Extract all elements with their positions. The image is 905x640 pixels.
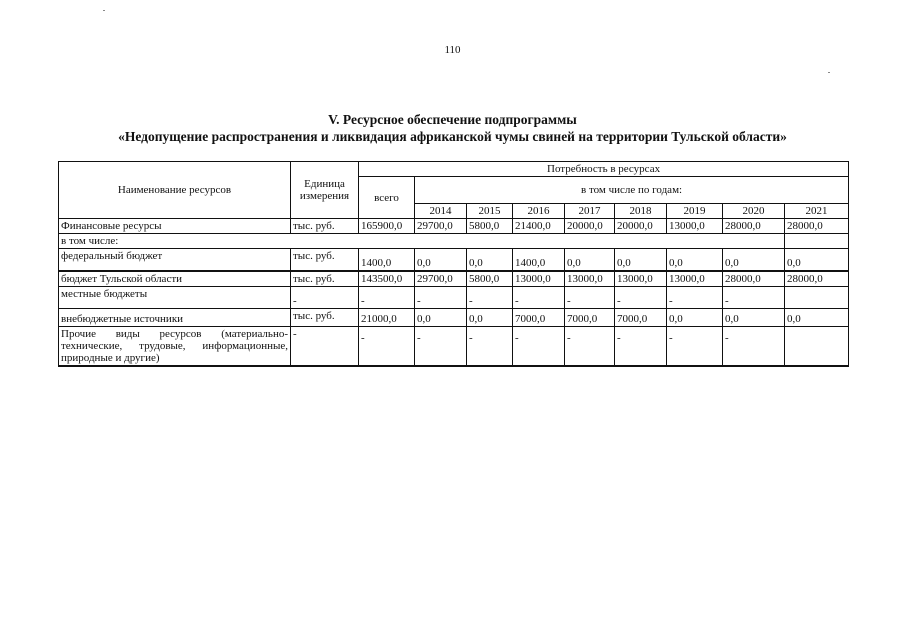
row-year-value: 7000,0 — [565, 308, 615, 326]
row-year-value: 5800,0 — [467, 271, 513, 287]
header-year: 2017 — [565, 204, 615, 219]
row-year-value: 0,0 — [467, 249, 513, 271]
row-year-value: - — [667, 286, 723, 308]
row-year-value: - — [415, 326, 467, 366]
row-year-value: 20000,0 — [565, 219, 615, 234]
table-row — [59, 249, 849, 271]
header-year: 2021 — [785, 204, 849, 219]
row-year-value: - — [565, 326, 615, 366]
row-year-value: - — [467, 326, 513, 366]
header-total: всего — [359, 177, 415, 219]
section-title: V. Ресурсное обеспечение подпрограммы — [328, 112, 577, 127]
row-year-value: - — [513, 326, 565, 366]
row-year-value: 13000,0 — [615, 271, 667, 287]
row-name: Прочие виды ресурсов (материально-технические, трудовые, информационные, природные и другие) — [59, 326, 291, 366]
row-year-value: 1400,0 — [513, 249, 565, 271]
table-header-row — [59, 162, 849, 177]
row-year-value: 0,0 — [667, 308, 723, 326]
row-year-value: - — [467, 286, 513, 308]
table-row — [59, 234, 849, 249]
row-year-value: 0,0 — [667, 249, 723, 271]
row-year-value — [785, 326, 849, 366]
table-row — [59, 219, 849, 234]
row-year-value: 28000,0 — [785, 219, 849, 234]
page-number: 110 — [444, 44, 461, 56]
row-year-value: 29700,0 — [415, 271, 467, 287]
row-year-value: - — [667, 326, 723, 366]
row-year-value — [785, 286, 849, 308]
table-row — [59, 271, 849, 287]
row-year-value: 13000,0 — [565, 271, 615, 287]
header-year: 2015 — [467, 204, 513, 219]
scan-speck — [828, 72, 830, 73]
row-year-value: - — [565, 286, 615, 308]
row-empty-cell — [785, 234, 849, 249]
row-unit: - — [291, 326, 359, 366]
scan-speck — [103, 10, 105, 11]
row-total: - — [359, 326, 415, 366]
row-unit: тыс. руб. — [291, 219, 359, 234]
row-unit: тыс. руб. — [291, 249, 359, 271]
header-year: 2020 — [723, 204, 785, 219]
row-total: - — [359, 286, 415, 308]
row-unit: тыс. руб. — [291, 308, 359, 326]
row-year-value: 7000,0 — [615, 308, 667, 326]
resources-table — [58, 161, 849, 367]
row-year-value: - — [723, 286, 785, 308]
row-year-value: 5800,0 — [467, 219, 513, 234]
row-total: 21000,0 — [359, 308, 415, 326]
row-year-value: 0,0 — [565, 249, 615, 271]
row-total: 165900,0 — [359, 219, 415, 234]
row-year-value: - — [615, 286, 667, 308]
table-row — [59, 326, 849, 366]
row-year-value: - — [415, 286, 467, 308]
row-total: 1400,0 — [359, 249, 415, 271]
header-year: 2019 — [667, 204, 723, 219]
row-year-value: 7000,0 — [513, 308, 565, 326]
row-year-value: 28000,0 — [785, 271, 849, 287]
header-need: Потребность в ресурсах — [359, 162, 849, 177]
header-year: 2014 — [415, 204, 467, 219]
row-year-value: 0,0 — [723, 249, 785, 271]
header-resource-name: Наименование ресурсов — [59, 162, 291, 219]
row-year-value: 13000,0 — [667, 271, 723, 287]
row-year-value: 20000,0 — [615, 219, 667, 234]
header-year: 2016 — [513, 204, 565, 219]
row-year-value: 0,0 — [415, 249, 467, 271]
row-year-value: 28000,0 — [723, 219, 785, 234]
row-year-value: - — [723, 326, 785, 366]
row-name: Финансовые ресурсы — [59, 219, 291, 234]
row-unit: тыс. руб. — [291, 271, 359, 287]
row-year-value: 0,0 — [415, 308, 467, 326]
subprogram-title: «Недопущение распространения и ликвидация африканской чумы свиней на территории Тульской области» — [118, 129, 787, 144]
row-year-value: 13000,0 — [513, 271, 565, 287]
row-year-value: 0,0 — [785, 308, 849, 326]
row-year-value: 0,0 — [615, 249, 667, 271]
row-name: бюджет Тульской области — [59, 271, 291, 287]
row-year-value: - — [513, 286, 565, 308]
row-unit: - — [291, 286, 359, 308]
header-by-years: в том числе по годам: — [415, 177, 849, 204]
table-row — [59, 286, 849, 308]
row-name: внебюджетные источники — [59, 308, 291, 326]
row-year-value: 0,0 — [785, 249, 849, 271]
table-row — [59, 308, 849, 326]
row-year-value: 21400,0 — [513, 219, 565, 234]
row-name: федеральный бюджет — [59, 249, 291, 271]
row-year-value: 0,0 — [467, 308, 513, 326]
row-year-value: - — [615, 326, 667, 366]
row-year-value: 28000,0 — [723, 271, 785, 287]
row-year-value: 29700,0 — [415, 219, 467, 234]
header-year: 2018 — [615, 204, 667, 219]
row-year-value: 0,0 — [723, 308, 785, 326]
row-year-value: 13000,0 — [667, 219, 723, 234]
row-name: в том числе: — [59, 234, 785, 249]
row-total: 143500,0 — [359, 271, 415, 287]
header-unit: Единица измерения — [291, 162, 359, 219]
row-name: местные бюджеты — [59, 286, 291, 308]
